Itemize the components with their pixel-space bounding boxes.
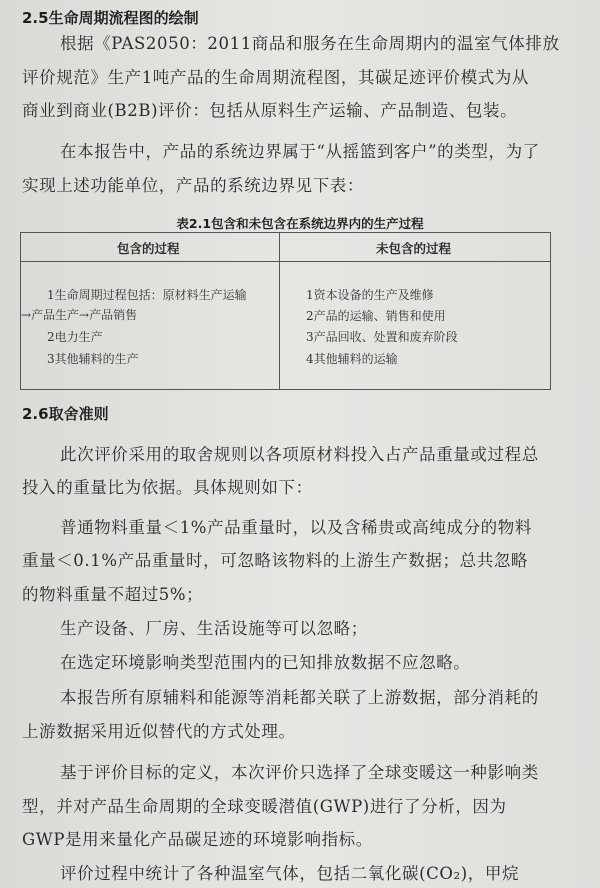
paragraph-line: 型，并对产品生命周期的全球变暖潜值(GWP)进行了分析，因为 (22, 797, 507, 816)
paragraph-line: 普通物料重量＜1%产品重量时，以及含稀贵或高纯成分的物料 (60, 518, 532, 537)
paragraph-line: 投入的重量比为依据。具体规则如下： (22, 478, 313, 497)
paragraph-line: 生产设备、厂房、生活设施等可以忽略； (60, 619, 368, 638)
paragraph-line: GWP是用来量化产品碳足迹的环境影响指标。 (22, 830, 373, 849)
paragraph-line: 商业到商业(B2B)评价：包括从原料生产运输、产品制造、包装。 (22, 101, 518, 120)
excluded-item: 2产品的运输、销售和使用 (306, 309, 446, 323)
paragraph-line: 评价过程中统计了各种温室气体，包括二氧化碳(CO₂)，甲烷 (60, 864, 520, 883)
excluded-column-header: 未包含的过程 (376, 241, 452, 256)
table-caption: 表2.1包含和未包含在系统边界内的生产过程 (176, 216, 424, 231)
section-heading-2-5: 2.5生命周期流程图的绘制 (22, 9, 199, 27)
included-item: 1生命周期过程包括：原材料生产运输 (47, 288, 247, 302)
table-divider (279, 233, 280, 389)
paragraph-line: 实现上述功能单位，产品的系统边界见下表： (22, 176, 364, 195)
boundary-table (20, 232, 551, 390)
paragraph-line: 在本报告中，产品的系统边界属于“从摇篮到客户”的类型，为了 (60, 142, 540, 161)
included-item: →产品生产→产品销售 (21, 308, 138, 322)
paragraph-line: 根据《PAS2050：2011商品和服务在生命周期内的温室气体排放 (60, 34, 560, 53)
paragraph-line: 评价规范》生产1吨产品的生命周期流程图，其碳足迹评价模式为从 (22, 68, 529, 87)
paragraph-line: 的物料重量不超过5%； (22, 585, 204, 604)
table-header-row (21, 233, 550, 262)
paragraph-line: 基于评价目标的定义，本次评价只选择了全球变暖这一种影响类 (60, 763, 539, 782)
paragraph-line: 在选定环境影响类型范围内的已知排放数据不应忽略。 (60, 653, 471, 672)
included-item: 3其他辅料的生产 (47, 352, 139, 366)
included-column-header: 包含的过程 (117, 241, 180, 256)
paragraph-line: 此次评价采用的取舍规则以各项原材料投入占产品重量或过程总 (60, 445, 539, 464)
excluded-item: 4其他辅料的运输 (306, 352, 398, 366)
included-item: 2电力生产 (47, 330, 103, 344)
paragraph-line: 本报告所有原辅料和能源等消耗都关联了上游数据，部分消耗的 (60, 688, 539, 707)
paragraph-line: 上游数据采用近似替代的方式处理。 (22, 722, 296, 741)
paragraph-line: 重量＜0.1%产品重量时，可忽略该物料的上游生产数据；总共忽略 (22, 551, 529, 570)
excluded-item: 3产品回收、处置和废弃阶段 (306, 330, 458, 344)
section-heading-2-6: 2.6取舍准则 (22, 405, 109, 423)
excluded-item: 1资本设备的生产及维修 (306, 288, 434, 302)
